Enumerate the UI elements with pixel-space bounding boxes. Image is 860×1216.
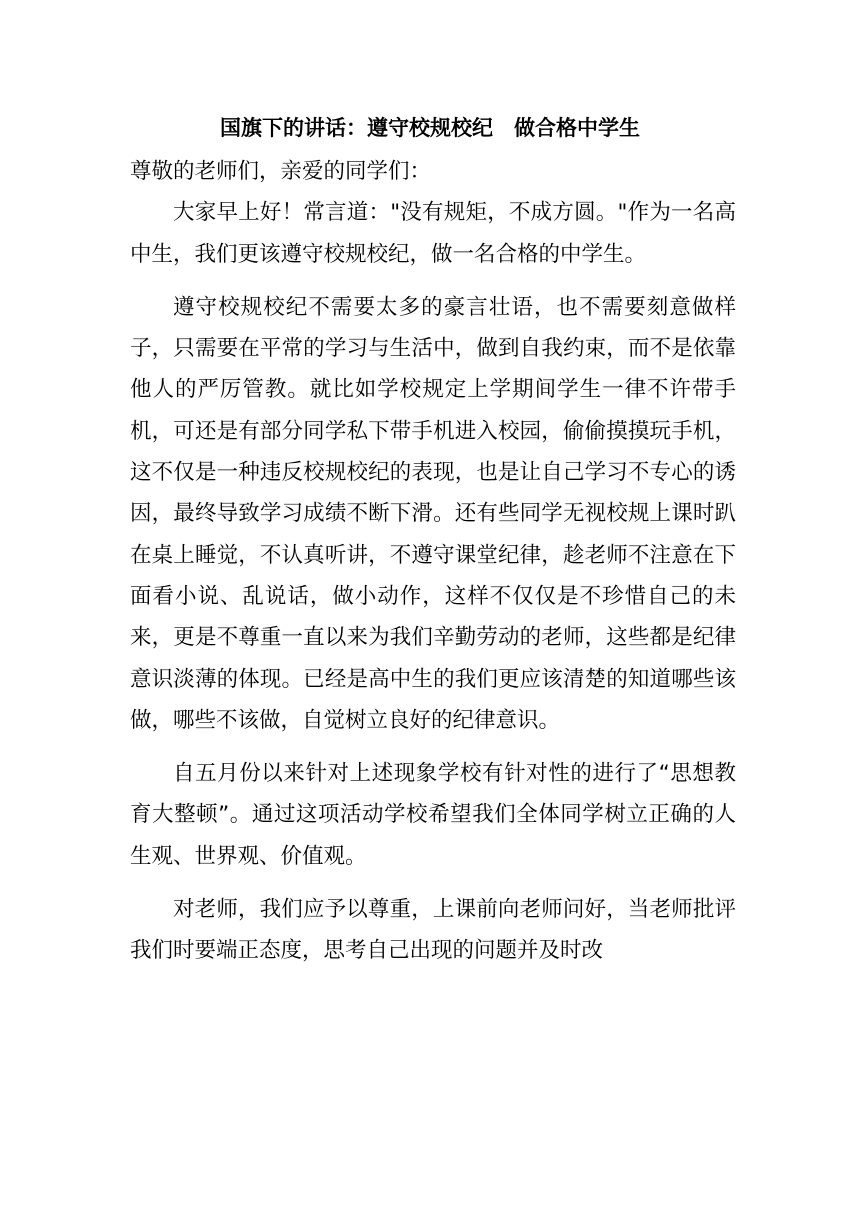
document-body bbox=[130, 151, 736, 984]
document-title: 国旗下的讲话：遵守校规校纪 做合格中学生 bbox=[220, 116, 640, 140]
paragraph-4: 对老师，我们应予以尊重，上课前向老师问好，当老师批评我们时要端正态度，思考自己出现的问题并及时改 bbox=[130, 897, 736, 964]
paragraph-2: 遵守校规校纪不需要太多的豪言壮语，也不需要刻意做样子，只需要在平常的学习与生活中，做到自我约束，而不是依靠他人的严厉管教。就比如学校规定上学期间学生一律不许带手机，可还是有部分同学私下带手机进入校园，偷偷摸摸玩手机，这不仅是一种违反校规校纪的表现，也是让自己学习不专心的诱因，最终导致学习成绩不断下滑。还有些同学无视校规上课时趴在桌上睡觉，不认真听讲，不遵守课堂纪律，趁老师不注意在下面看小说、乱说话，做小动作，这样不仅仅是不珍惜自己的未来，更是不尊重一直以来为我们辛勤劳动的老师，这些都是纪律意识淡薄的体现。已经是高中生的我们更应该清楚的知道哪些该做，哪些不该做，自觉树立良好的纪律意识。 bbox=[130, 294, 736, 733]
salutation: 尊敬的老师们，亲爱的同学们： bbox=[130, 159, 432, 184]
paragraph-3: 自五月份以来针对上述现象学校有针对性的进行了“思想教育大整顿”。通过这项活动学校希望我们全体同学树立正确的人生观、世界观、价值观。 bbox=[130, 761, 736, 869]
paragraph-1: 大家早上好！常言道："没有规矩，不成方圆。"作为一名高中生，我们更该遵守校规校纪，做一名合格的中学生。 bbox=[130, 200, 736, 267]
